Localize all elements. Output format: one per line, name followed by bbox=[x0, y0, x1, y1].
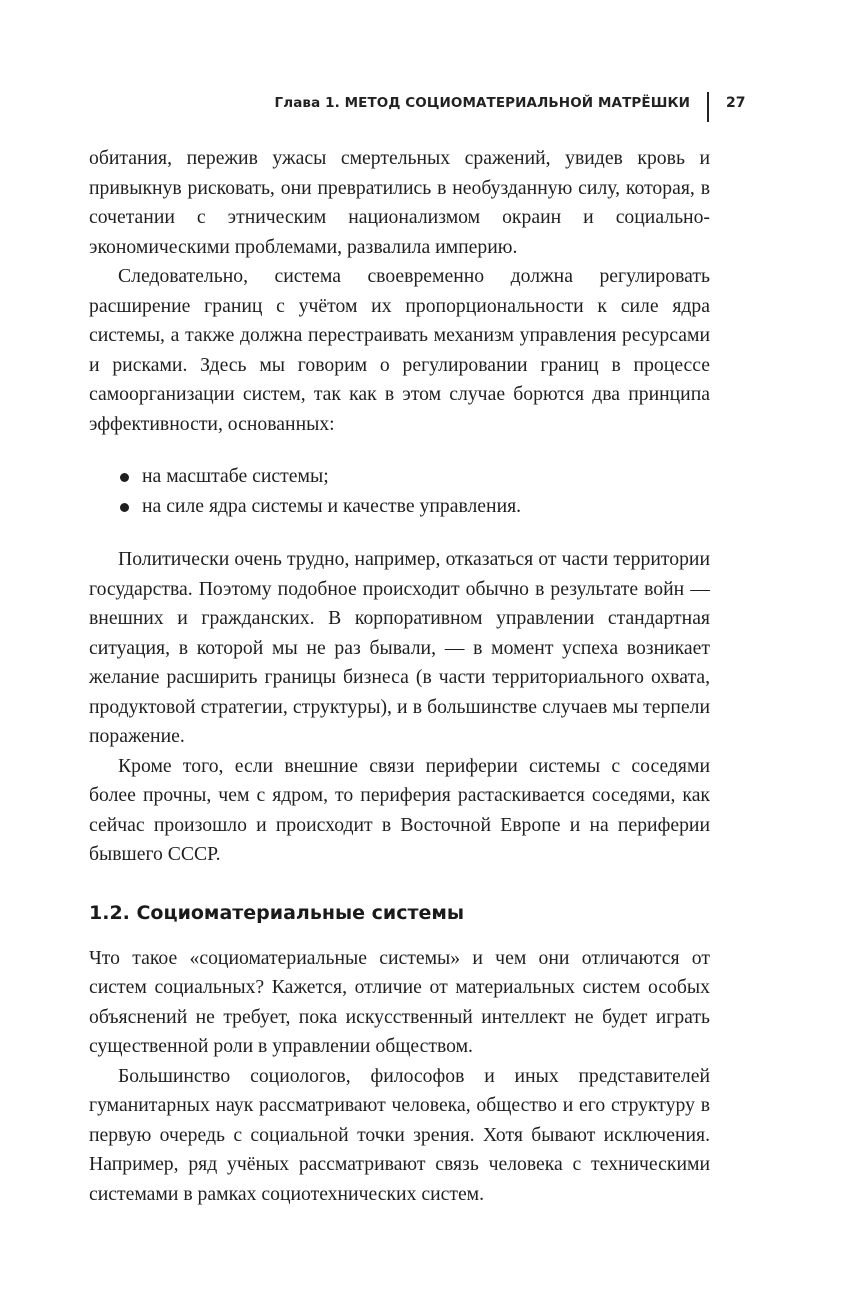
paragraph: Кроме того, если внешние связи периферии системы с соседями более прочны, чем с ядром, то периферия растаскивается соседями, как сейчас произошло и происходит в Восточной Европе и на периферии бывшего СССР. bbox=[89, 754, 710, 865]
paragraph: Следовательно, система своевременно должна регулировать расширение границ с учётом их пропорциональности к силе ядра системы, а также должна перестраивать механизм управления ресурсами и рисками. Здесь мы говорим о регулировании границ в процессе самоорганизации систем, так как в этом случае борются два принципа эффективности, основанных: bbox=[89, 265, 710, 435]
section-heading: 1.2. Социоматериальные системы bbox=[89, 901, 465, 924]
header-divider bbox=[707, 92, 709, 122]
paragraph: Большинство социологов, философов и иных представителей гуманитарных наук рассматривают человека, общество и его структуру в первую очередь с социальной точки зрения. Хотя бывают исключения. Например, ряд учёных рассматривают связь человека с техническими системами в рамках социотехнических систем. bbox=[89, 1064, 710, 1205]
list-item bbox=[89, 462, 710, 492]
bullet-icon bbox=[120, 503, 129, 512]
bullet-icon bbox=[120, 473, 129, 482]
paragraph: Политически очень трудно, например, отказаться от части территории государства. Поэтому подобное происходит обычно в результате войн — внешних и гражданских. В корпоративном управлении стандартная ситуация, в которой мы не раз бывали, — в момент успеха возникает желание расширить границы бизнеса (в части территориального охвата, продуктовой стратегии, структуры), и в большинстве случаев мы терпели поражение. bbox=[89, 548, 710, 747]
list-item-text: на масштабе системы; bbox=[142, 465, 329, 487]
paragraph: Что такое «социоматериальные системы» и чем они отличаются от систем социальных? Кажется, отличие от материальных систем особых объяснений не требует, пока искусственный интеллект не будет играть существенной роли в управлении обществом. bbox=[89, 946, 710, 1057]
chapter-title: Глава 1. МЕТОД СОЦИОМАТЕРИАЛЬНОЙ МАТРЁШКИ bbox=[274, 95, 690, 111]
bullet-list bbox=[89, 462, 710, 521]
page-number: 27 bbox=[726, 95, 746, 111]
paragraph: обитания, пережив ужасы смертельных сражений, увидев кровь и привыкнув рисковать, они превратились в необузданную силу, которая, в сочетании с этническим национализмом окраин и социально-экономическими проблемами, развалила империю. bbox=[89, 147, 710, 258]
list-item-text: на силе ядра системы и качестве управления. bbox=[142, 494, 522, 517]
list-item bbox=[89, 492, 710, 522]
running-header bbox=[0, 92, 844, 124]
body-text bbox=[89, 144, 710, 1209]
